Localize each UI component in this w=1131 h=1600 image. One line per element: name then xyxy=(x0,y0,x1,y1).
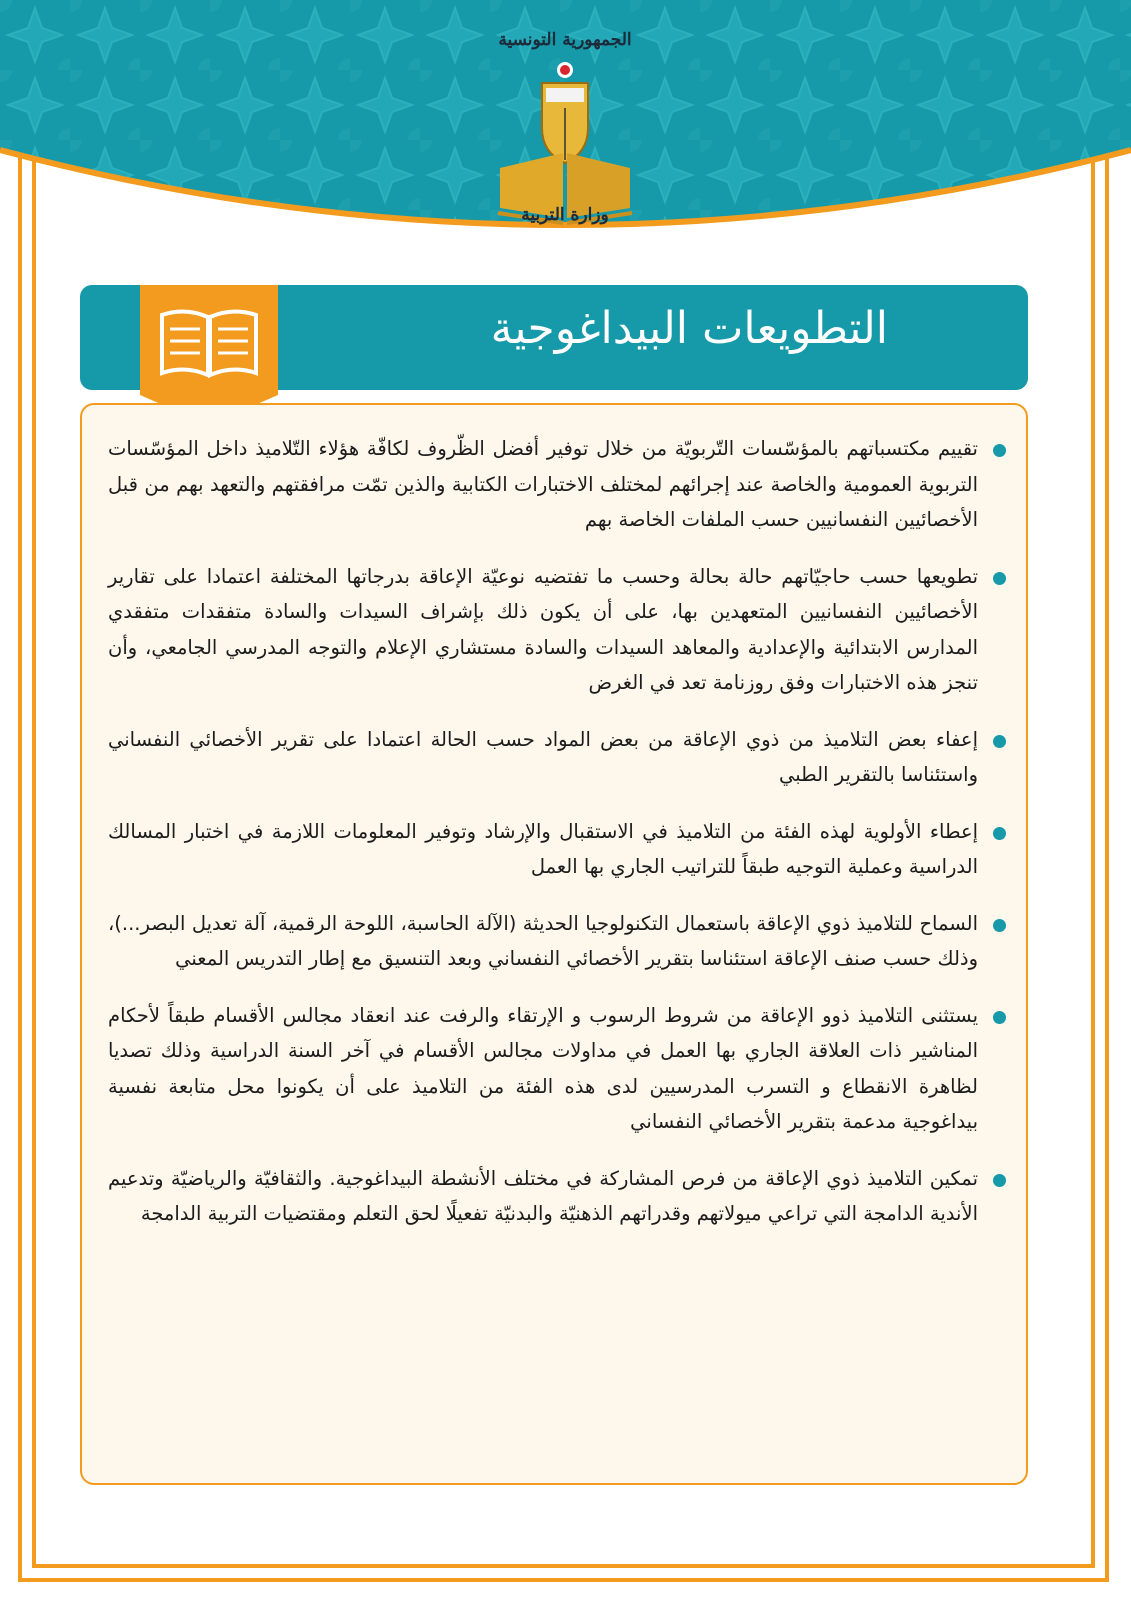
ministry-logo xyxy=(480,20,650,235)
item-text: إعفاء بعض التلاميذ من ذوي الإعاقة من بعض المواد حسب الحالة اعتمادا على تقرير الأخصائي النفساني واستئناسا بالتقرير الطبي xyxy=(108,727,978,786)
bullet-icon xyxy=(993,444,1006,457)
list-item xyxy=(108,722,978,793)
item-text: إعطاء الأولوية لهذه الفئة من التلاميذ في الاستقبال والإرشاد وتوفير المعلومات اللازمة في اختبار المسالك الدراسية وعملية التوجيه طبقاً للتراتيب الجاري بها العمل xyxy=(108,819,978,878)
item-text: السماح للتلاميذ ذوي الإعاقة باستعمال التكنولوجيا الحديثة (الآلة الحاسبة، اللوحة الرقمية، آلة تعديل البصر...)، وذلك حسب صنف الإعاقة استئناسا بتقرير الأخصائي النفساني وبعد التنسيق مع إطار التدريس المعني xyxy=(108,911,978,970)
accommodation-list xyxy=(108,431,978,1253)
list-item xyxy=(108,814,978,885)
bullet-icon xyxy=(993,827,1006,840)
page-title: التطويعات البيداغوجية xyxy=(490,303,888,354)
list-item xyxy=(108,906,978,977)
country-name: الجمهورية التونسية xyxy=(498,30,632,50)
list-item xyxy=(108,431,978,538)
item-text: يستثنى التلاميذ ذوو الإعاقة من شروط الرسوب و الإرتقاء والرفت عند انعقاد مجالس الأقسام طبقاً لأحكام المناشير ذات العلاقة الجاري بها العمل في مداولات مجالس الأقسام في آخر السنة الدراسية وذلك تصديا لظاهرة الانقطاع و التسرب المدرسيين لدى هذه الفئة من التلاميذ على أن يكونوا محل متابعة نفسية بيداغوجية مدعمة بتقرير الأخصائي النفساني xyxy=(108,1003,978,1133)
bullet-icon xyxy=(993,572,1006,585)
bullet-icon xyxy=(993,1174,1006,1187)
list-item xyxy=(108,1161,978,1232)
bullet-icon xyxy=(993,1011,1006,1024)
header-banner xyxy=(0,0,1131,250)
bullet-icon xyxy=(993,919,1006,932)
list-item xyxy=(108,998,978,1140)
item-text: تقييم مكتسباتهم بالمؤسّسات التّربويّة من خلال توفير أفضل الظّروف لكافّة هؤلاء التّلاميذ داخل المؤسّسات التربوية العمومية والخاصة عند إجرائهم لمختلف الاختبارات الكتابية والذين تمّت مرافقتهم والتعهد بهم من قبل الأخصائيين النفسانيين حسب الملفات الخاصة بهم xyxy=(108,437,978,531)
content-box xyxy=(80,403,1028,1485)
bullet-icon xyxy=(993,735,1006,748)
list-item xyxy=(108,559,978,701)
ministry-name: وزارة التربية xyxy=(521,205,609,225)
coat-of-arms-book-icon xyxy=(480,58,650,228)
item-text: تمكين التلاميذ ذوي الإعاقة من فرص المشاركة في مختلف الأنشطة البيداغوجية. والثقافيّة والرياضيّة وتدعيم الأندية الدامجة التي تراعي ميولاتهم وقدراتهم الذهنيّة والبدنيّة تفعيلًا لحق التعلم ومقتضيات التربية الدامجة xyxy=(108,1166,978,1225)
item-text: تطويعها حسب حاجيّاتهم حالة بحالة وحسب ما تفتضيه نوعيّة الإعاقة بدرجاتها المختلفة اعتمادا على تقارير الأخصائيين النفسانيين المتعهدين بها، على أن يكون ذلك بإشراف السيدات والسادة متفقدات متفقدي المدارس الابتدائية والإعدادية والمعاهد السيدات والسادة مستشاري الإعلام والتوجه المدرسي الجامعي، وأن تنجز هذه الاختبارات وفق روزنامة تعد في الغرض xyxy=(108,564,978,694)
